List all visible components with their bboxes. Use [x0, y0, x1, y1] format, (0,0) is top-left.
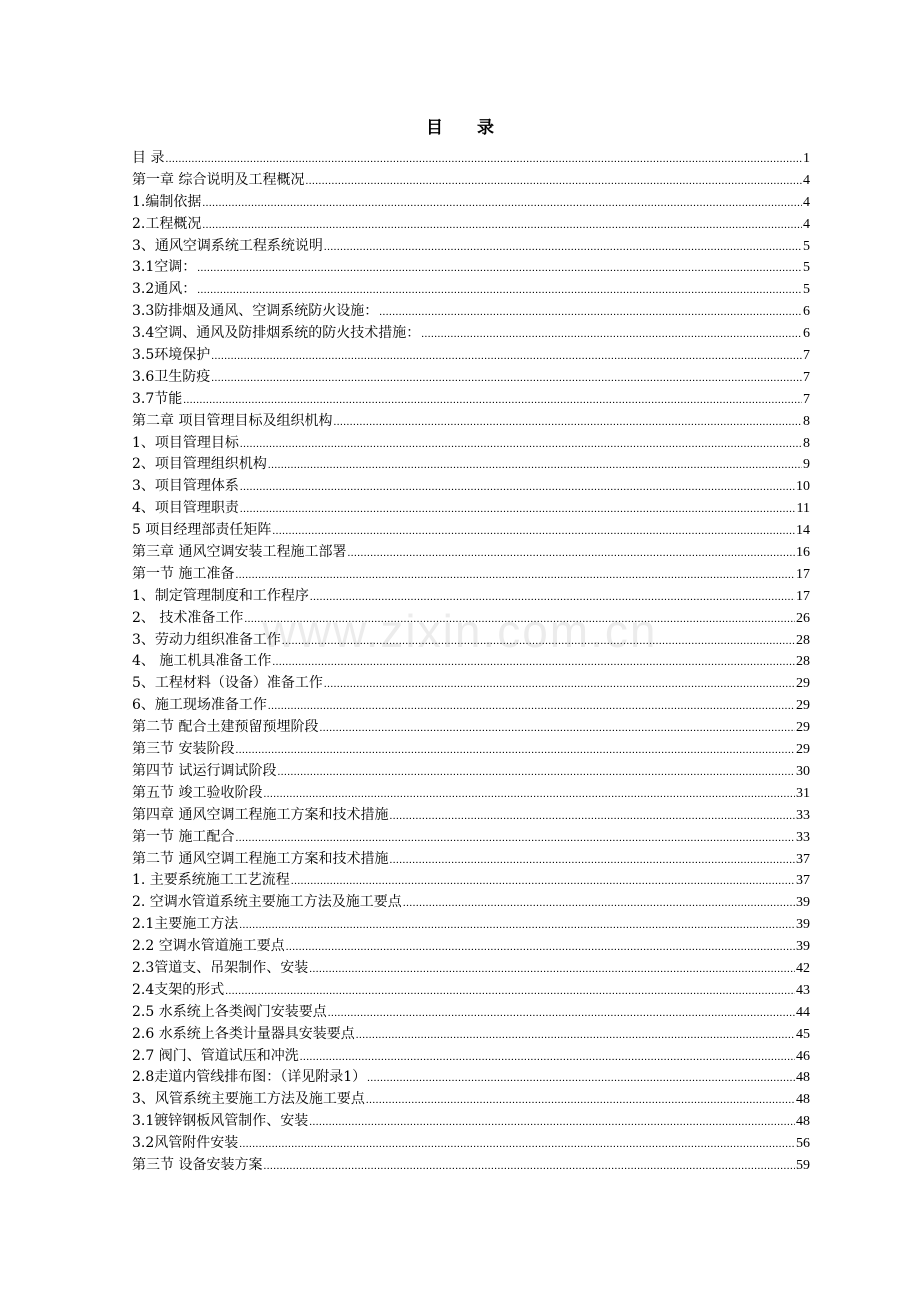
toc-dot-leader	[305, 171, 802, 193]
toc-dot-leader	[328, 1003, 795, 1025]
toc-dot-leader	[235, 828, 795, 850]
toc-entry-page-number: 37	[796, 851, 810, 867]
toc-entry-label: 2.4支架的形式	[132, 981, 225, 998]
toc-entry[interactable]	[132, 542, 810, 564]
toc-entry-page-number: 42	[796, 960, 810, 976]
toc-entry-page-number: 45	[796, 1026, 810, 1042]
toc-entry[interactable]	[132, 323, 810, 345]
toc-entry-page-number: 29	[796, 676, 810, 692]
toc-entry-label: 4、 施工机具准备工作	[132, 653, 272, 670]
toc-entry[interactable]	[132, 170, 810, 192]
toc-entry-page-number: 44	[796, 1004, 810, 1020]
toc-entry[interactable]	[132, 367, 810, 389]
toc-entry[interactable]	[132, 695, 810, 717]
toc-dot-leader	[235, 740, 795, 762]
toc-entry-page-number: 30	[796, 763, 810, 779]
toc-dot-leader	[202, 215, 802, 237]
toc-entry[interactable]	[132, 236, 810, 258]
toc-entry-label: 第二章 项目管理目标及组织机构	[132, 412, 333, 429]
toc-entry-page-number: 14	[796, 523, 810, 539]
toc-entry-page-number: 5	[803, 238, 810, 254]
toc-entry-label: 5、工程材料（设备）准备工作	[132, 675, 323, 692]
toc-entry-page-number: 29	[796, 720, 810, 736]
toc-entry-label: 2. 空调水管道系统主要施工方法及施工要点	[132, 894, 402, 911]
toc-entry-page-number: 48	[796, 1114, 810, 1130]
toc-entry[interactable]	[132, 345, 810, 367]
toc-entry-label: 2.工程概况	[132, 215, 202, 232]
toc-entry-label: 第三章 通风空调安装工程施工部署	[132, 544, 347, 561]
toc-dot-leader	[263, 1156, 795, 1178]
toc-dot-leader	[309, 959, 795, 981]
toc-dot-leader	[268, 455, 802, 477]
toc-dot-leader	[272, 652, 795, 674]
toc-entry[interactable]	[132, 1046, 810, 1068]
toc-entry-page-number: 17	[796, 566, 810, 582]
table-of-contents	[132, 148, 810, 1177]
toc-entry-page-number: 16	[796, 545, 810, 561]
toc-entry-label: 第三节 设备安装方案	[132, 1156, 263, 1173]
toc-entry[interactable]	[132, 498, 810, 520]
toc-entry[interactable]	[132, 1067, 810, 1089]
toc-entry-page-number: 39	[796, 895, 810, 911]
toc-entry-label: 1. 主要系统施工工艺流程	[132, 872, 290, 889]
toc-entry-label: 第三节 安装阶段	[132, 741, 235, 758]
toc-entry[interactable]	[132, 1111, 810, 1133]
toc-dot-leader	[286, 937, 795, 959]
toc-entry[interactable]	[132, 651, 810, 673]
toc-entry-page-number: 10	[796, 479, 810, 495]
toc-entry-label: 目 录	[132, 150, 165, 166]
toc-entry[interactable]	[132, 192, 810, 214]
toc-entry-label: 3、劳动力组织准备工作	[132, 631, 281, 648]
toc-entry[interactable]	[132, 914, 810, 936]
toc-dot-leader	[239, 1134, 795, 1156]
toc-entry-page-number: 29	[796, 698, 810, 714]
toc-dot-leader	[225, 981, 795, 1003]
toc-entry-label: 2.2 空调水管道施工要点	[132, 938, 285, 955]
toc-dot-leader	[183, 390, 802, 412]
toc-entry-label: 第一节 施工配合	[132, 828, 235, 845]
toc-entry-page-number: 6	[803, 304, 810, 320]
toc-entry-page-number: 56	[796, 1136, 810, 1152]
toc-entry-label: 第一节 施工准备	[132, 565, 235, 582]
toc-entry-label: 2.1主要施工方法	[132, 916, 239, 933]
toc-entry-label: 1、制定管理制度和工作程序	[132, 587, 309, 604]
watermark-text: www.zixin.com.cn	[262, 605, 658, 657]
toc-dot-leader	[240, 477, 795, 499]
toc-entry[interactable]	[132, 564, 810, 586]
toc-dot-leader	[197, 280, 802, 302]
toc-entry-label: 2、 技术准备工作	[132, 609, 244, 626]
toc-entry-page-number: 28	[796, 654, 810, 670]
toc-dot-leader	[421, 324, 802, 346]
toc-entry-page-number: 28	[796, 632, 810, 648]
toc-entry[interactable]	[132, 717, 810, 739]
toc-dot-leader	[277, 762, 795, 784]
toc-entry-label: 5 项目经理部责任矩阵	[132, 522, 272, 539]
toc-entry-label: 2、项目管理组织机构	[132, 456, 267, 473]
toc-entry-label: 1.编制依据	[132, 193, 202, 210]
toc-entry[interactable]	[132, 849, 810, 871]
page-title: 目 录	[426, 118, 508, 138]
toc-entry-page-number: 7	[803, 391, 810, 407]
toc-entry-label: 2.6 水系统上各类计量器具安装要点	[132, 1025, 355, 1042]
toc-entry-label: 1、项目管理目标	[132, 434, 239, 451]
toc-entry[interactable]	[132, 805, 810, 827]
toc-dot-leader	[403, 893, 795, 915]
toc-entry-label: 2.8走道内管线排布图：（详见附录1）	[132, 1069, 367, 1086]
toc-dot-leader	[240, 499, 796, 521]
toc-dot-leader	[389, 850, 795, 872]
toc-entry-label: 3.1镀锌钢板风管制作、安装	[132, 1113, 309, 1130]
toc-entry[interactable]	[132, 433, 810, 455]
toc-entry-label: 6、施工现场准备工作	[132, 697, 267, 714]
toc-entry-label: 第一章 综合说明及工程概况	[132, 171, 305, 188]
toc-entry[interactable]	[132, 520, 810, 542]
toc-dot-leader	[165, 149, 802, 171]
toc-dot-leader	[244, 609, 795, 631]
toc-entry-page-number: 29	[796, 742, 810, 758]
toc-dot-leader	[319, 718, 795, 740]
toc-entry[interactable]	[132, 301, 810, 323]
toc-entry[interactable]	[132, 1133, 810, 1155]
toc-entry-page-number: 5	[803, 260, 810, 276]
toc-entry-page-number: 1	[803, 151, 810, 166]
toc-entry-label: 3.3防排烟及通风、空调系统防火设施：	[132, 303, 379, 320]
toc-entry-page-number: 4	[803, 216, 810, 232]
toc-entry[interactable]	[132, 892, 810, 914]
toc-dot-leader	[324, 237, 802, 259]
toc-entry[interactable]	[132, 783, 810, 805]
toc-entry-label: 第二节 配合土建预留预埋阶段	[132, 719, 319, 736]
toc-entry[interactable]	[132, 214, 810, 236]
toc-entry[interactable]	[132, 454, 810, 476]
toc-entry-label: 3、项目管理体系	[132, 478, 239, 495]
toc-entry-label: 3.7节能	[132, 390, 183, 407]
toc-entry-page-number: 17	[796, 588, 810, 604]
toc-entry[interactable]	[132, 389, 810, 411]
toc-entry-page-number: 7	[803, 369, 810, 385]
toc-entry-label: 3.6卫生防疫	[132, 368, 211, 385]
toc-entry-page-number: 8	[803, 413, 810, 429]
toc-entry-page-number: 33	[796, 829, 810, 845]
toc-entry[interactable]	[132, 148, 810, 170]
toc-dot-leader	[211, 368, 802, 390]
toc-entry-label: 第五节 竣工验收阶段	[132, 784, 263, 801]
toc-entry[interactable]	[132, 827, 810, 849]
toc-entry-label: 2.7 阀门、管道试压和冲洗	[132, 1047, 299, 1064]
toc-dot-leader	[291, 871, 795, 893]
toc-entry-page-number: 37	[796, 873, 810, 889]
toc-dot-leader	[282, 631, 795, 653]
toc-entry-page-number: 48	[796, 1092, 810, 1108]
toc-entry[interactable]	[132, 257, 810, 279]
toc-dot-leader	[300, 1047, 795, 1069]
toc-entry-page-number: 4	[803, 194, 810, 210]
toc-dot-leader	[389, 806, 795, 828]
toc-entry-label: 3.5环境保护	[132, 347, 211, 364]
toc-entry-page-number: 5	[803, 282, 810, 298]
toc-entry[interactable]	[132, 1024, 810, 1046]
toc-dot-leader	[263, 784, 795, 806]
toc-dot-leader	[309, 1112, 795, 1134]
toc-entry-page-number: 11	[796, 501, 810, 517]
toc-entry[interactable]	[132, 279, 810, 301]
toc-entry-page-number: 33	[796, 807, 810, 823]
toc-entry-label: 第四节 试运行调试阶段	[132, 762, 277, 779]
toc-entry-label: 2.5 水系统上各类阀门安装要点	[132, 1003, 327, 1020]
toc-entry-label: 3.1空调：	[132, 259, 197, 276]
toc-entry-page-number: 8	[803, 435, 810, 451]
toc-entry-page-number: 43	[796, 982, 810, 998]
toc-dot-leader	[197, 258, 802, 280]
toc-entry-label: 3.2通风：	[132, 281, 197, 298]
toc-dot-leader	[347, 543, 795, 565]
toc-entry[interactable]	[132, 586, 810, 608]
toc-entry[interactable]	[132, 936, 810, 958]
toc-entry[interactable]	[132, 739, 810, 761]
toc-dot-leader	[367, 1068, 795, 1090]
toc-entry-label: 第四章 通风空调工程施工方案和技术措施	[132, 806, 389, 823]
toc-entry-label: 4、项目管理职责	[132, 500, 239, 517]
toc-entry[interactable]	[132, 411, 810, 433]
toc-dot-leader	[324, 674, 795, 696]
toc-dot-leader	[240, 434, 802, 456]
toc-dot-leader	[211, 346, 802, 368]
toc-entry[interactable]	[132, 980, 810, 1002]
toc-dot-leader	[235, 565, 795, 587]
toc-entry-page-number: 48	[796, 1070, 810, 1086]
toc-entry-label: 3、风管系统主要施工方法及施工要点	[132, 1091, 365, 1108]
toc-entry[interactable]	[132, 1002, 810, 1024]
toc-entry-page-number: 7	[803, 348, 810, 364]
toc-entry-label: 2.3管道支、吊架制作、安装	[132, 959, 309, 976]
toc-entry-label: 第二节 通风空调工程施工方案和技术措施	[132, 850, 389, 867]
toc-entry-page-number: 26	[796, 610, 810, 626]
toc-entry[interactable]	[132, 870, 810, 892]
toc-entry-page-number: 4	[803, 172, 810, 188]
toc-dot-leader	[202, 193, 802, 215]
toc-dot-leader	[239, 915, 795, 937]
toc-entry[interactable]	[132, 476, 810, 498]
toc-entry-page-number: 39	[796, 939, 810, 955]
toc-entry[interactable]	[132, 630, 810, 652]
toc-entry[interactable]	[132, 608, 810, 630]
toc-entry-page-number: 31	[796, 785, 810, 801]
toc-entry-label: 3.2风管附件安装	[132, 1135, 239, 1152]
toc-dot-leader	[268, 696, 795, 718]
toc-dot-leader	[333, 412, 802, 434]
toc-entry[interactable]	[132, 1155, 810, 1177]
toc-dot-leader	[379, 302, 802, 324]
toc-dot-leader	[366, 1090, 795, 1112]
toc-entry[interactable]	[132, 1089, 810, 1111]
toc-dot-leader	[356, 1025, 795, 1047]
toc-entry-label: 3、通风空调系统工程系统说明	[132, 237, 323, 254]
toc-entry-page-number: 46	[796, 1048, 810, 1064]
toc-entry-page-number: 59	[796, 1157, 810, 1173]
toc-entry[interactable]	[132, 761, 810, 783]
toc-entry[interactable]	[132, 673, 810, 695]
toc-entry-page-number: 9	[803, 457, 810, 473]
toc-dot-leader	[310, 587, 795, 609]
toc-dot-leader	[272, 521, 795, 543]
toc-entry-page-number: 39	[796, 917, 810, 933]
toc-entry-label: 3.4空调、通风及防排烟系统的防火技术措施：	[132, 325, 421, 342]
toc-entry-page-number: 6	[803, 326, 810, 342]
toc-entry[interactable]	[132, 958, 810, 980]
